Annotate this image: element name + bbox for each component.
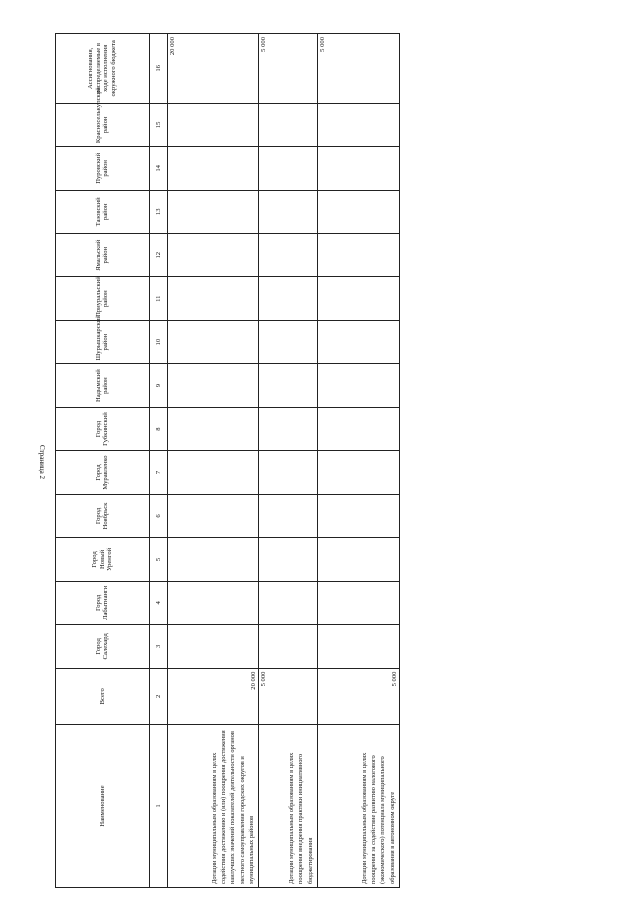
empty-cell [317,364,399,407]
header-cell-labytnangi: Город Лабытнанги [56,581,150,624]
empty-cell [259,581,318,624]
empty-cell [259,190,318,233]
empty-cell [317,538,399,581]
header-cell-salekhard: Город Салехард [56,625,150,668]
empty-cell [259,277,318,320]
column-number-cell: 2 [149,668,167,724]
column-number-cell: 10 [149,320,167,363]
budget-table [55,33,400,888]
column-number-row [149,34,167,888]
column-number-cell: 1 [149,725,167,888]
header-cell-nadymsky: Надымский район [56,364,150,407]
empty-cell [317,407,399,450]
empty-cell [317,147,399,190]
header-cell-gubkinsky: Город Губкинский [56,407,150,450]
empty-cell [317,103,399,146]
header-row [56,34,150,888]
column-number-cell: 4 [149,581,167,624]
row-name-cell: Дотации муниципальным образованиям в целях содействия достижению и (или) поощрения достижения наилучших значений показателей деятельности органов местного самоуправления городских округов и муниципальных районов [167,725,259,888]
empty-cell [259,147,318,190]
empty-cell [259,538,318,581]
empty-cell [167,277,259,320]
row-reserve-cell: 20 000 [167,34,259,104]
header-cell-novy-urengoy: Город Новый Уренгой [56,538,150,581]
empty-cell [259,234,318,277]
empty-cell [167,190,259,233]
column-number-cell: 12 [149,234,167,277]
empty-cell [259,451,318,494]
header-cell-muravlenko: Город Муравленко [56,451,150,494]
table-row [317,34,399,888]
empty-cell [259,625,318,668]
empty-cell [167,581,259,624]
column-number-cell: 14 [149,147,167,190]
empty-cell [317,451,399,494]
empty-cell [259,494,318,537]
column-number-cell: 9 [149,364,167,407]
empty-cell [167,320,259,363]
column-number-cell: 6 [149,494,167,537]
row-name-cell: Дотации муниципальным образованиям в целях поощрения внедрения практики инициативного бюджетирования [259,725,318,888]
row-reserve-cell: 5 000 [259,34,318,104]
column-number-cell: 3 [149,625,167,668]
empty-cell [259,407,318,450]
row-total-cell: 5 000 [317,668,399,724]
column-number-cell: 7 [149,451,167,494]
empty-cell [317,190,399,233]
column-number-cell: 15 [149,103,167,146]
empty-cell [317,625,399,668]
header-cell-reserve: Ассигнования, распределяемые в ходе исполнения окружного бюджета [56,34,150,104]
empty-cell [167,147,259,190]
empty-cell [167,451,259,494]
empty-cell [259,103,318,146]
header-cell-shuryshkarsky: Шурышкарский район [56,320,150,363]
empty-cell [259,320,318,363]
empty-cell [167,103,259,146]
header-cell-tazovsky: Тазовский район [56,190,150,233]
header-cell-name: Наименование [56,725,150,888]
column-number-cell: 5 [149,538,167,581]
empty-cell [167,234,259,277]
column-number-cell: 8 [149,407,167,450]
table-row [259,34,318,888]
page-number-label: Страница 2 [38,445,46,479]
empty-cell [317,581,399,624]
column-number-cell: 16 [149,34,167,104]
row-total-cell: 5 000 [259,668,318,724]
empty-cell [317,494,399,537]
empty-cell [167,407,259,450]
header-cell-total: Всего [56,668,150,724]
header-cell-noyabrsk: Город Ноябрьск [56,494,150,537]
empty-cell [317,234,399,277]
column-number-cell: 13 [149,190,167,233]
header-cell-purovsky: Пуровский район [56,147,150,190]
column-number-cell: 11 [149,277,167,320]
header-cell-priuralsky: Приуральский район [56,277,150,320]
empty-cell [167,494,259,537]
empty-cell [317,320,399,363]
row-name-cell: Дотации муниципальным образованиям в целях поощрения за содействие развитию налогового (экономического) потенциала муниципального образования в автономном округе [317,725,399,888]
row-reserve-cell: 5 000 [317,34,399,104]
empty-cell [317,277,399,320]
table-row [167,34,259,888]
row-total-cell: 20 000 [167,668,259,724]
header-cell-krasnoselkupsky: Красноселькупский район [56,103,150,146]
empty-cell [167,625,259,668]
empty-cell [167,538,259,581]
header-cell-yamalsky: Ямальский район [56,234,150,277]
empty-cell [259,364,318,407]
empty-cell [167,364,259,407]
rotated-table-wrapper [55,33,400,888]
